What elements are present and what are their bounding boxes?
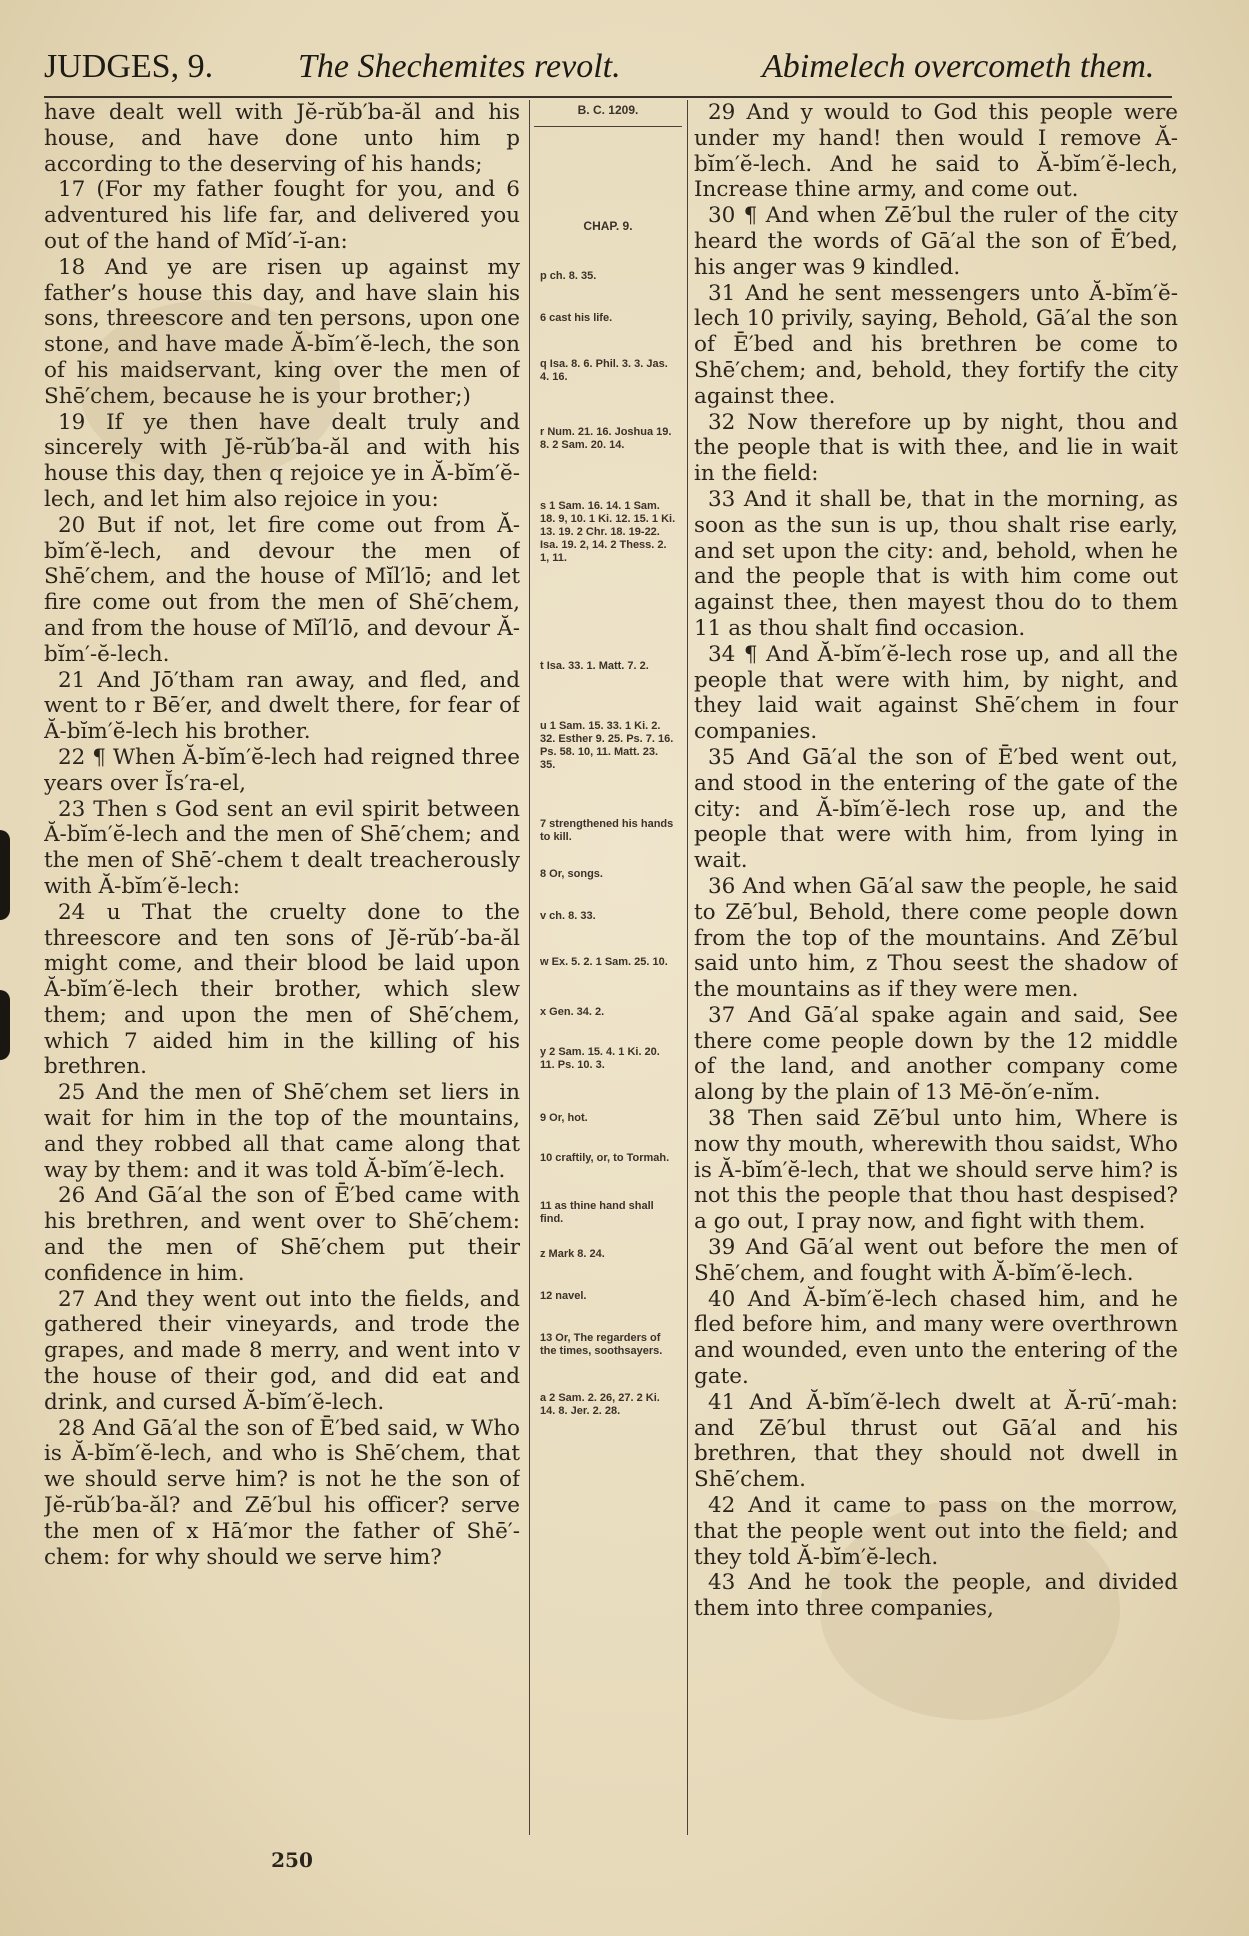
era-rule	[534, 126, 682, 127]
cross-reference-note: 11 as thine hand shall find.	[540, 1200, 654, 1225]
verse-paragraph: 32 Now therefore up by night, thou and the people that is with thee, and lie in wait in the field:	[694, 409, 1178, 487]
verse-paragraph: 21 And Jō′tham ran away, and fled, and went to r Bē′er, and dwelt there, for fear of Ă-bĭm′ĕ-lech his brother.	[44, 667, 520, 745]
verse-paragraph: 38 Then said Zē′bul unto him, Where is now thy mouth, wherewith thou saidst, Who is Ă-bĭm′ĕ-lech, that we should serve him? is not this the people that thou hast despised? a go out, I pray now, and fight with them.	[694, 1106, 1178, 1235]
verse-paragraph: 26 And Gā′al the son of Ē′bed came with his brethren, and went over to Shē′chem: and the men of Shē′chem put their confidence in him.	[44, 1183, 520, 1286]
verse-paragraph: 24 u That the cruelty done to the threescore and ten sons of Jĕ-rŭb′-ba-ăl might come, and their blood be laid upon Ă-bĭm′ĕ-lech their brother, which slew them; and upon the men of Shē′chem, which 7 aided him in the killing of his brethren.	[44, 899, 520, 1080]
verse-paragraph: 22 ¶ When Ă-bĭm′ĕ-lech had reigned three years over Ĭs′ra-el,	[44, 744, 520, 796]
cross-reference-note: 12 navel.	[540, 1290, 587, 1302]
verse-paragraph: 27 And they went out into the fields, and gathered their vineyards, and trode the grapes, and made 8 merry, and went into v the house of their god, and did eat and drink, and cursed Ă-bĭm′ĕ-lech.	[44, 1286, 520, 1415]
left-text-column	[44, 100, 520, 1835]
cross-reference-note: u 1 Sam. 15. 33. 1 Ki. 2. 32. Esther 9. 25. Ps. 7. 16. Ps. 58. 10, 11. Matt. 23. 35.	[540, 720, 674, 771]
verse-paragraph: 29 And y would to God this people were under my hand! then would I remove Ă-bĭm′ĕ-lech. And he said to Ă-bĭm′ĕ-lech, Increase thine army, and come out.	[694, 100, 1178, 203]
cross-reference-note: t Isa. 33. 1. Matt. 7. 2.	[540, 660, 649, 672]
cross-reference-note: r Num. 21. 16. Joshua 19. 8. 2 Sam. 20. 14.	[540, 426, 672, 451]
verse-paragraph: 31 And he sent messengers unto Ă-bĭm′ĕ-lech 10 privily, saying, Behold, Gā′al the son of Ē′bed and his brethren be come to Shē′chem; and, behold, they fortify the city against thee.	[694, 280, 1178, 409]
header-rule	[44, 96, 1172, 98]
cross-reference-note: 10 craftily, or, to Tormah.	[540, 1152, 670, 1164]
verse-paragraph: 25 And the men of Shē′chem set liers in wait for him in the top of the mountains, and they robbed all that came along that way by them: and it was told Ă-bĭm′ĕ-lech.	[44, 1080, 520, 1183]
topic-right: Abimelech overcometh them.	[762, 48, 1155, 85]
verse-paragraph: 36 And when Gā′al saw the people, he said to Zē′bul, Behold, there come people down from the top of the mountains. And Zē′bul said unto him, z Thou seest the shadow of the mountains as if they were men.	[694, 873, 1178, 1003]
verse-paragraph: 43 And he took the people, and divided them into three companies,	[694, 1570, 1178, 1622]
column-divider	[529, 100, 530, 1835]
cross-reference-note: 7 strengthened his hands to kill.	[540, 818, 674, 843]
verse-paragraph: 23 Then s God sent an evil spirit between Ă-bĭm′ĕ-lech and the men of Shē′chem; and the men of Shē′-chem t dealt treacherously with Ă-bĭm′ĕ-lech:	[44, 796, 520, 899]
verse-paragraph: 30 ¶ And when Zē′bul the ruler of the city heard the words of Gā′al the son of Ē′bed, his anger was 9 kindled.	[694, 203, 1178, 280]
cross-reference-note: x Gen. 34. 2.	[540, 1006, 605, 1018]
verse-paragraph: have dealt well with Jĕ-rŭb′ba-ăl and his house, and have done unto him p according to the deserving of his hands;	[44, 100, 520, 177]
cross-reference-note: 9 Or, hot.	[540, 1112, 588, 1124]
verse-paragraph: 37 And Gā′al spake again and said, See there come people down by the 12 middle of the land, and another company come along by the plain of 13 Mē-ŏn′e-nĭm.	[694, 1002, 1178, 1106]
era-date: B. C. 1209.	[577, 103, 639, 117]
cross-reference-note: s 1 Sam. 16. 14. 1 Sam. 18. 9, 10. 1 Ki. 12. 15. 1 Ki. 13. 19. 2 Chr. 18. 19-22. Isa. 19. 2, 14. 2 Thess. 2. 1, 11.	[540, 500, 676, 564]
verse-paragraph: 39 And Gā′al went out before the men of Shē′chem, and fought with Ă-bĭm′ĕ-lech.	[694, 1235, 1178, 1286]
verse-paragraph: 17 (For my father fought for you, and 6 adventured his life far, and delivered you out of the hand of Mĭd′-ĭ-an:	[44, 177, 520, 254]
cross-reference-note: 6 cast his life.	[540, 312, 613, 324]
cross-reference-note: 8 Or, songs.	[540, 868, 603, 880]
cross-reference-note: w Ex. 5. 2. 1 Sam. 25. 10.	[540, 956, 668, 968]
verse-paragraph: 19 If ye then have dealt truly and sincerely with Jĕ-rŭb′ba-ăl and with his house this day, then q rejoice ye in Ă-bĭm′ĕ-lech, and let him also rejoice in you:	[44, 409, 520, 512]
right-text-column	[694, 100, 1178, 1835]
binding-mark	[0, 830, 10, 920]
binding-mark	[0, 990, 10, 1060]
topic-center: The Shechemites revolt.	[298, 48, 621, 85]
cross-reference-note: y 2 Sam. 15. 4. 1 Ki. 20. 11. Ps. 10. 3.	[540, 1046, 660, 1071]
verse-paragraph: 20 But if not, let fire come out from Ă-bĭm′ĕ-lech, and devour the men of Shē′chem, and the house of Mĭl′lō; and let fire come out from the men of Shē′chem, and from the house of Mĭl′lō, and devour Ă-bĭm′-ĕ-lech.	[44, 512, 520, 667]
verse-paragraph: 34 ¶ And Ă-bĭm′ĕ-lech rose up, and all the people that were with him, by night, and they laid wait against Shē′chem in four companies.	[694, 641, 1178, 745]
column-divider	[687, 100, 688, 1835]
center-reference-column	[534, 100, 682, 1835]
verse-paragraph: 33 And it shall be, that in the morning, as soon as the sun is up, thou shalt rise early, and set upon the city: and, behold, when he and the people that is with him come out against thee, then mayest thou do to them 11 as thou shalt find occasion.	[694, 486, 1178, 641]
verse-paragraph: 42 And it came to pass on the morrow, that the people went out into the field; and they told Ă-bĭm′ĕ-lech.	[694, 1493, 1178, 1570]
cross-reference-note: a 2 Sam. 2. 26, 27. 2 Ki. 14. 8. Jer. 2. 28.	[540, 1392, 660, 1417]
cross-reference-note: z Mark 8. 24.	[540, 1248, 605, 1260]
page-number: 250	[271, 1848, 313, 1872]
verse-paragraph: 28 And Gā′al the son of Ē′bed said, w Who is Ă-bĭm′ĕ-lech, and who is Shē′chem, that we should serve him? is not he the son of Jĕ-rŭb′ba-ăl? and Zē′bul his officer? serve the men of x Hā′mor the father of Shē′-chem: for why should we serve him?	[44, 1415, 520, 1570]
verse-paragraph: 41 And Ă-bĭm′ĕ-lech dwelt at Ă-rū′-mah: and Zē′bul thrust out Gā′al and his brethren, that they should not dwell in Shē′chem.	[694, 1389, 1178, 1493]
cross-reference-note: p ch. 8. 35.	[540, 270, 597, 282]
chapter-label: CHAP. 9.	[583, 219, 633, 233]
running-header	[44, 48, 1204, 90]
cross-reference-note: q Isa. 8. 6. Phil. 3. 3. Jas. 4. 16.	[540, 358, 668, 383]
verse-paragraph: 40 And Ă-bĭm′ĕ-lech chased him, and he fled before him, and many were overthrown and wounded, even unto the entering of the gate.	[694, 1286, 1178, 1390]
verse-paragraph: 18 And ye are risen up against my father’s house this day, and have slain his sons, threescore and ten persons, upon one stone, and have made Ă-bĭm′ĕ-lech, the son of his maidservant, king over the men of Shē′chem, because he is your brother;)	[44, 254, 520, 409]
cross-reference-note: 13 Or, The regarders of the times, soothsayers.	[540, 1332, 663, 1357]
book-chapter: JUDGES, 9.	[44, 48, 214, 85]
verse-paragraph: 35 And Gā′al the son of Ē′bed went out, and stood in the entering of the gate of the city: and Ă-bĭm′ĕ-lech rose up, and the people that were with him, from lying in wait.	[694, 744, 1178, 874]
cross-reference-note: v ch. 8. 33.	[540, 910, 596, 922]
